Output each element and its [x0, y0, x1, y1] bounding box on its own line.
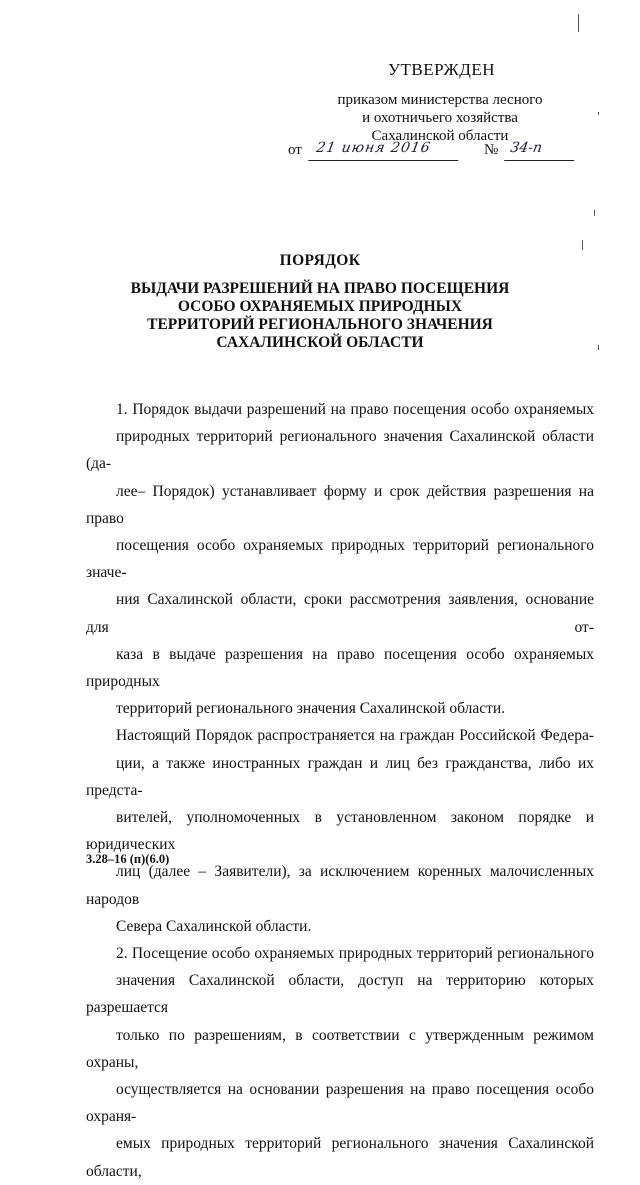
- document-title: [80, 252, 560, 352]
- title-line-2: ОСОБО ОХРАНЯЕМЫХ ПРИРОДНЫХ: [177, 298, 463, 315]
- date-prefix: от: [288, 142, 302, 158]
- p3-line-1: значения Сахалинской области, доступ на территорию которых разрешается: [86, 972, 594, 1017]
- p1-line-2: лее– Порядок) устанавливает форму и срок действия разрешения на право: [86, 482, 594, 527]
- title-line-1: ВЫДАЧИ РАЗРЕШЕНИЙ НА ПРАВО ПОСЕЩЕНИЯ: [130, 280, 510, 297]
- number-value-text: 34-п: [509, 140, 544, 156]
- p1-line-4: ния Сахалинской области, сроки рассмотрения заявления, основание для от-: [86, 591, 594, 636]
- scan-artifact: [598, 345, 599, 350]
- p2-line-4: Севера Сахалинской области.: [116, 917, 312, 935]
- approval-line-1: приказом министерства лесного: [337, 92, 543, 108]
- p2-line-1: ции, а также иностранных граждан и лиц без гражданства, либо их предста-: [86, 754, 594, 799]
- p3-line-0: 2. Посещение особо охраняемых природных территорий регионального: [116, 945, 594, 963]
- title-line-4: САХАЛИНСКОЙ ОБЛАСТИ: [216, 334, 424, 351]
- footer-document-code: 3.28–16 (п)(6.0): [86, 852, 170, 866]
- p3-line-4: емых природных территорий регионального значения Сахалинской области,: [86, 1135, 594, 1180]
- p1-line-5: каза в выдаче разрешения на право посещения особо охраняемых природных: [86, 645, 594, 691]
- title-line-3: ТЕРРИТОРИЙ РЕГИОНАЛЬНОГО ЗНАЧЕНИЯ: [147, 316, 493, 333]
- p2-line-2: вителей, уполномоченных в установленном законом порядке и юридических: [86, 809, 594, 854]
- p2-line-0: Настоящий Порядок распространяется на граждан Российской Федера-: [116, 727, 594, 745]
- date-value-text: 21 июня 2016: [315, 140, 433, 156]
- p2-line-3: лиц (далее – Заявители), за исключением коренных малочисленных народов: [86, 863, 594, 908]
- scan-artifact: [578, 14, 579, 32]
- paragraph-1: [86, 396, 594, 722]
- paragraph-2: [86, 722, 594, 940]
- scan-artifact: [594, 210, 595, 216]
- p1-line-0: 1. Порядок выдачи разрешений на право посещения особо охраняемых: [116, 401, 594, 418]
- p3-line-3: осуществляется на основании разрешения на право посещения особо охраня-: [86, 1081, 594, 1126]
- p3-line-2: только по разрешениям, в соответствии с утвержденным режимом охраны,: [86, 1026, 594, 1071]
- approval-line-3: Сахалинской области: [371, 128, 509, 144]
- order-date-number-row: [288, 140, 588, 164]
- paragraph-3: [86, 940, 594, 1185]
- p1-line-6: территорий регионального значения Сахалинской области.: [116, 700, 506, 718]
- number-prefix: №: [484, 142, 499, 158]
- document-body: [86, 396, 594, 1185]
- handwritten-date: [308, 140, 462, 161]
- scan-artifact: [598, 112, 599, 115]
- p1-line-3: посещения особо охраняемых природных территорий регионального значе-: [86, 537, 594, 582]
- handwritten-number: [504, 140, 578, 161]
- p1-line-1: природных территорий регионального значения Сахалинской области (да-: [86, 428, 594, 473]
- approval-title: УТВЕРЖДЕН: [388, 60, 495, 79]
- title-line-0: ПОРЯДОК: [279, 252, 361, 269]
- scan-artifact: [582, 240, 583, 250]
- approval-line-2: и охотничьего хозяйства: [362, 110, 518, 126]
